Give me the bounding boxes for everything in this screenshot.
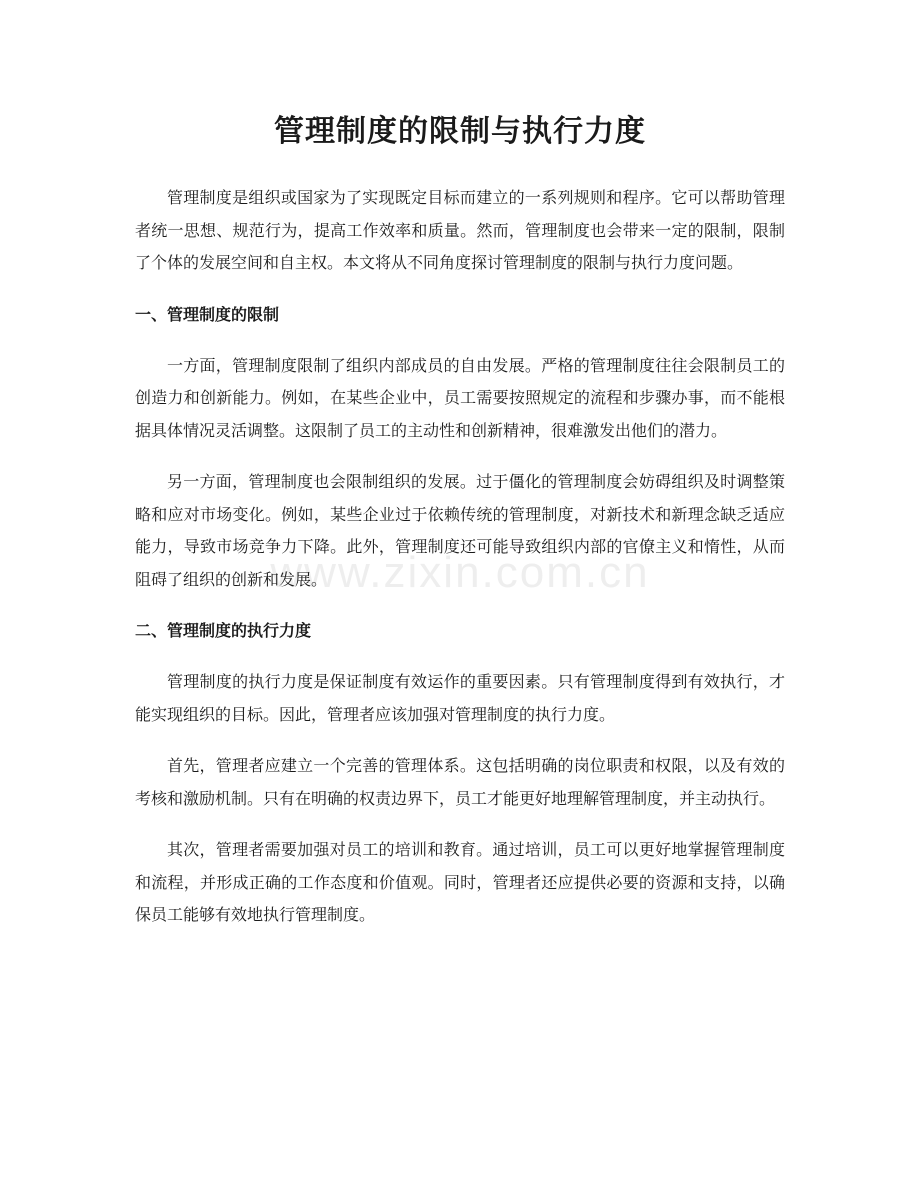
section-execution	[135, 615, 785, 932]
section-heading: 一、管理制度的限制	[135, 304, 280, 324]
body-paragraph: 一方面，管理制度限制了组织内部成员的自由发展。严格的管理制度往往会限制员工的创造力和创新能力。例如，在某些企业中，员工需要按照规定的流程和步骤办事，而不能根据具体情况灵活调整。这限制了员工的主动性和创新精神，很难激发出他们的潜力。	[135, 355, 785, 440]
section-limits	[135, 299, 785, 597]
body-paragraph: 管理制度的执行力度是保证制度有效运作的重要因素。只有管理制度得到有效执行，才能实现组织的目标。因此，管理者应该加强对管理制度的执行力度。	[135, 672, 785, 724]
document-title: 管理制度的限制与执行力度	[274, 114, 646, 149]
body-paragraph: 另一方面，管理制度也会限制组织的发展。过于僵化的管理制度会妨碍组织及时调整策略和应对市场变化。例如，某些企业过于依赖传统的管理制度，对新技术和新理念缺乏适应能力，导致市场竞争力下降。此外，管理制度还可能导致组织内部的官僚主义和惰性，从而阻碍了组织的创新和发展。	[135, 472, 785, 589]
document-body	[135, 106, 785, 932]
intro-paragraph: 管理制度是组织或国家为了实现既定目标而建立的一系列规则和程序。它可以帮助管理者统一思想、规范行为，提高工作效率和质量。然而，管理制度也会带来一定的限制，限制了个体的发展空间和自主权。本文将从不同角度探讨管理制度的限制与执行力度问题。	[135, 188, 785, 272]
body-paragraph: 其次，管理者需要加强对员工的培训和教育。通过培训，员工可以更好地掌握管理制度和流程，并形成正确的工作态度和价值观。同时，管理者还应提供必要的资源和支持，以确保员工能够有效地执行管理制度。	[135, 840, 785, 924]
section-heading: 二、管理制度的执行力度	[135, 621, 312, 640]
body-paragraph: 首先，管理者应建立一个完善的管理体系。这包括明确的岗位职责和权限，以及有效的考核和激励机制。只有在明确的权责边界下，员工才能更好地理解管理制度，并主动执行。	[135, 756, 785, 808]
watermark: www.zixin.com.cn	[270, 548, 650, 597]
